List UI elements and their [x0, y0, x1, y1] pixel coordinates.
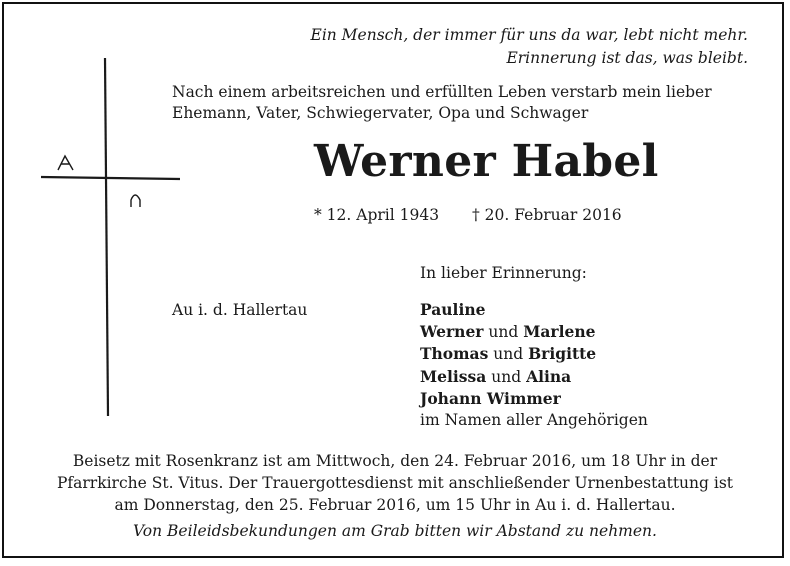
intro-line-2: Ehemann, Vater, Schwiegervater, Opa und Schwager	[172, 104, 589, 122]
deceased-name: Werner Habel	[314, 136, 659, 187]
mourners-list	[420, 299, 648, 431]
death-date: † 20. Februar 2016	[472, 206, 622, 224]
funeral-notice	[4, 450, 786, 516]
place-name: Au i. d. Hallertau	[172, 301, 308, 319]
mourner-name: Werner	[420, 322, 484, 342]
mourner-line	[420, 366, 648, 388]
mourner-name: Melissa	[420, 366, 487, 386]
cross-symbol-icon	[4, 4, 204, 434]
mourner-name: Brigitte	[528, 344, 597, 364]
mourner-name: Alina	[526, 366, 572, 386]
funeral-line-2: Pfarrkirche St. Vitus. Der Trauergottesdienst mit anschließender Urnenbestattung ist	[56, 474, 734, 492]
mourner-line	[420, 343, 648, 365]
mourner-line	[420, 299, 648, 321]
condolence-request: Von Beileidsbekundungen am Grab bitten wir Abstand zu nehmen.	[133, 522, 657, 540]
quote-line-2: Erinnerung ist das, was bleibt.	[506, 49, 748, 67]
conjunction: und	[493, 345, 524, 364]
mourner-name: Marlene	[523, 322, 596, 342]
mourner-name: Thomas	[420, 344, 489, 364]
memory-label: In lieber Erinnerung:	[420, 264, 587, 282]
obituary-card	[2, 2, 784, 558]
conjunction: und	[488, 323, 519, 342]
mourner-name: Johann Wimmer	[420, 388, 561, 408]
mourner-line: im Namen aller Angehörigen	[420, 411, 648, 430]
funeral-line-1: Beisetz mit Rosenkranz ist am Mittwoch, den 24. Februar 2016, um 18 Uhr in der	[72, 452, 718, 470]
mourner-line	[420, 321, 648, 343]
mourner-name: Pauline	[420, 300, 486, 319]
funeral-line-3: am Donnerstag, den 25. Februar 2016, um 15 Uhr in Au i. d. Hallertau.	[114, 496, 676, 514]
mourner-line	[420, 388, 648, 410]
birth-date: * 12. April 1943	[314, 206, 440, 224]
conjunction: und	[491, 367, 522, 386]
intro-line-1: Nach einem arbeitsreichen und erfüllten Leben verstarb mein lieber	[172, 83, 712, 101]
quote-line-1: Ein Mensch, der immer für uns da war, lebt nicht mehr.	[310, 26, 748, 44]
